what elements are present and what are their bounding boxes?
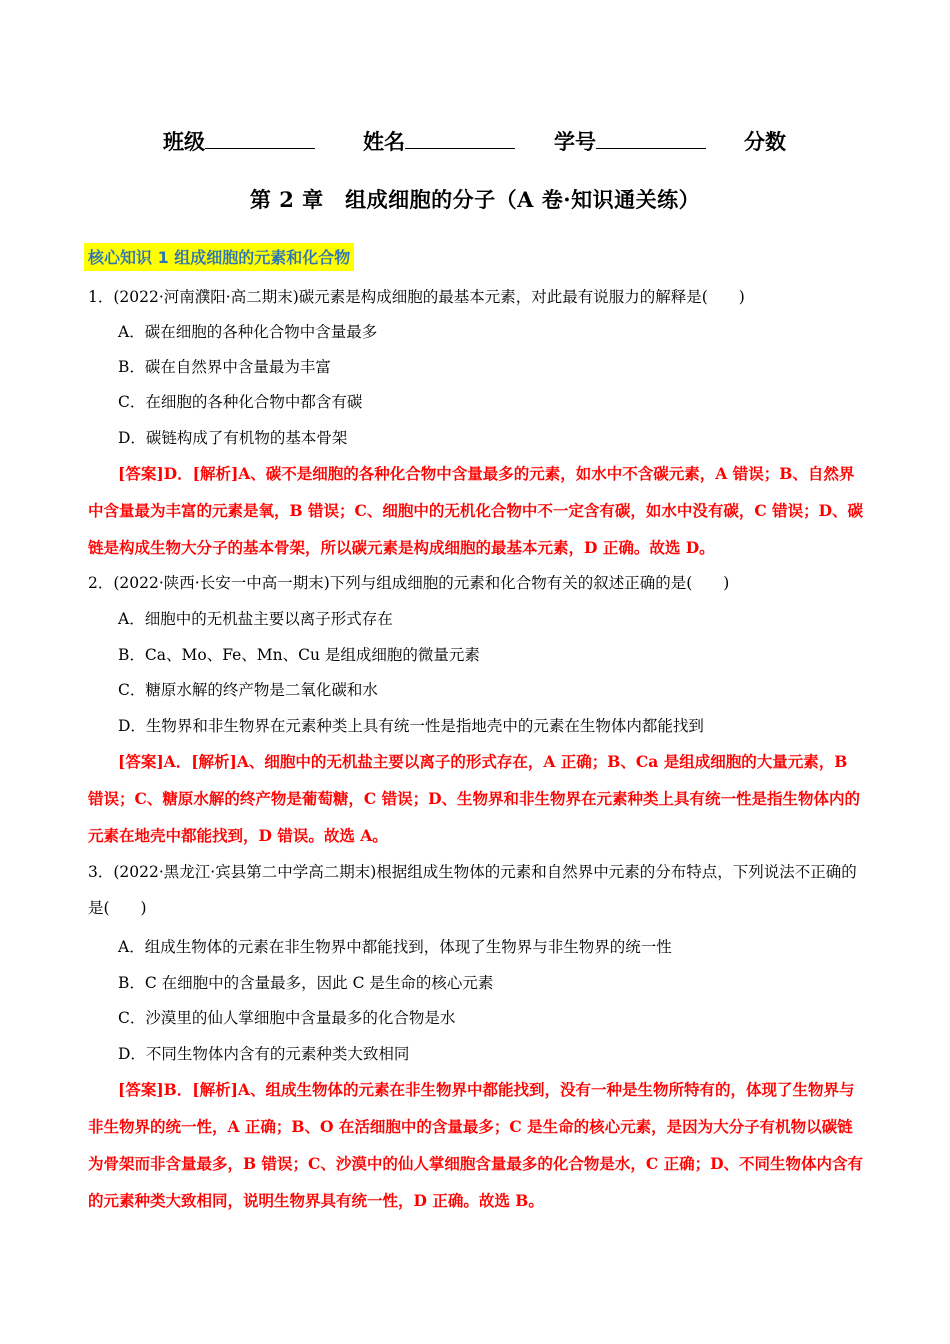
score-label: 分数: [744, 129, 786, 154]
question-3-stem: 3．(2022·黑龙江·宾县第二中学高二期末)根据组成生物体的元素和自然界中元素的分布特点，下列说法不正确的是( ): [88, 863, 857, 917]
question-2-option-d: D．生物界和非生物界在元素种类上具有统一性是指地壳中的元素在生物体内都能找到: [118, 717, 704, 735]
question-1-option-b: B．碳在自然界中含量最为丰富: [118, 358, 331, 376]
question-2-stem: 2．(2022·陕西·长安一中高一期末)下列与组成细胞的元素和化合物有关的叙述正确的是( ): [88, 574, 730, 592]
class-label: 班级: [163, 129, 205, 154]
page-title: 第 2 章 组成细胞的分子（A 卷·知识通关练）: [249, 187, 701, 212]
student-info-header: [0, 126, 950, 158]
class-blank[interactable]: [205, 126, 315, 149]
student-id-label: 学号: [554, 129, 596, 154]
question-2-answer: [答案]A．[解析]A、细胞中的无机盐主要以离子的形式存在，A 正确；B、Ca 是组成细胞的大量元素，B 错误；C、糖原水解的终产物是葡萄糖，C 错误；D、生物界和非生物界在元素种类上具有统一性是指生物体内的元素在地壳中都能找到，D 错误。故选 A。: [88, 752, 861, 845]
question-3-option-c: C．沙漠里的仙人掌细胞中含量最多的化合物是水: [118, 1009, 456, 1027]
question-3-option-a: A．组成生物体的元素在非生物界中都能找到，体现了生物界与非生物界的统一性: [118, 938, 672, 956]
question-3-answer: [答案]B．[解析]A、组成生物体的元素在非生物界中都能找到，没有一种是生物所特有的，体现了生物界与非生物界的统一性，A 正确；B、O 在活细胞中的含量最多；C 是生命的核心元素，是因为大分子有机物以碳链为骨架而非含量最多，B 错误；C、沙漠中的仙人掌细胞含量最多的化合物是水，C 正确；D、不同生物体内含有的元素种类大致相同，说明生物界具有统一性，D 正确。故选 B。: [88, 1080, 864, 1210]
question-3-option-d: D．不同生物体内含有的元素种类大致相同: [118, 1045, 410, 1063]
student-id-field[interactable]: [554, 126, 706, 156]
question-2-option-c: C．糖原水解的终产物是二氧化碳和水: [118, 681, 378, 699]
name-label: 姓名: [363, 129, 405, 154]
question-1-answer: [答案]D．[解析]A、碳不是细胞的各种化合物中含量最多的元素，如水中不含碳元素，A 错误；B、自然界中含量最为丰富的元素是氧，B 错误；C、细胞中的无机化合物中不一定含有碳，如水中没有碳，C 错误；D、碳链是构成生物大分子的基本骨架，所以碳元素是构成细胞的最基本元素，D 正确。故选 D。: [88, 464, 864, 557]
question-1-option-a: A．碳在细胞的各种化合物中含量最多: [118, 323, 378, 341]
name-blank[interactable]: [405, 126, 515, 149]
name-field[interactable]: [363, 126, 515, 156]
score-field: [744, 126, 786, 156]
student-id-blank[interactable]: [596, 126, 706, 149]
question-1-option-c: C．在细胞的各种化合物中都含有碳: [118, 393, 363, 411]
section-heading: 核心知识 1 组成细胞的元素和化合物: [84, 243, 354, 271]
question-1-option-d: D．碳链构成了有机物的基本骨架: [118, 429, 348, 447]
question-2-option-b: B．Ca、Mo、Fe、Mn、Cu 是组成细胞的微量元素: [118, 646, 480, 664]
question-1-stem: 1．(2022·河南濮阳·高二期末)碳元素是构成细胞的最基本元素，对此最有说服力的解释是( ): [88, 288, 745, 306]
question-2-option-a: A．细胞中的无机盐主要以离子形式存在: [118, 610, 393, 628]
question-3-option-b: B．C 在细胞中的含量最多，因此 C 是生命的核心元素: [118, 974, 494, 992]
class-field[interactable]: [163, 126, 315, 156]
